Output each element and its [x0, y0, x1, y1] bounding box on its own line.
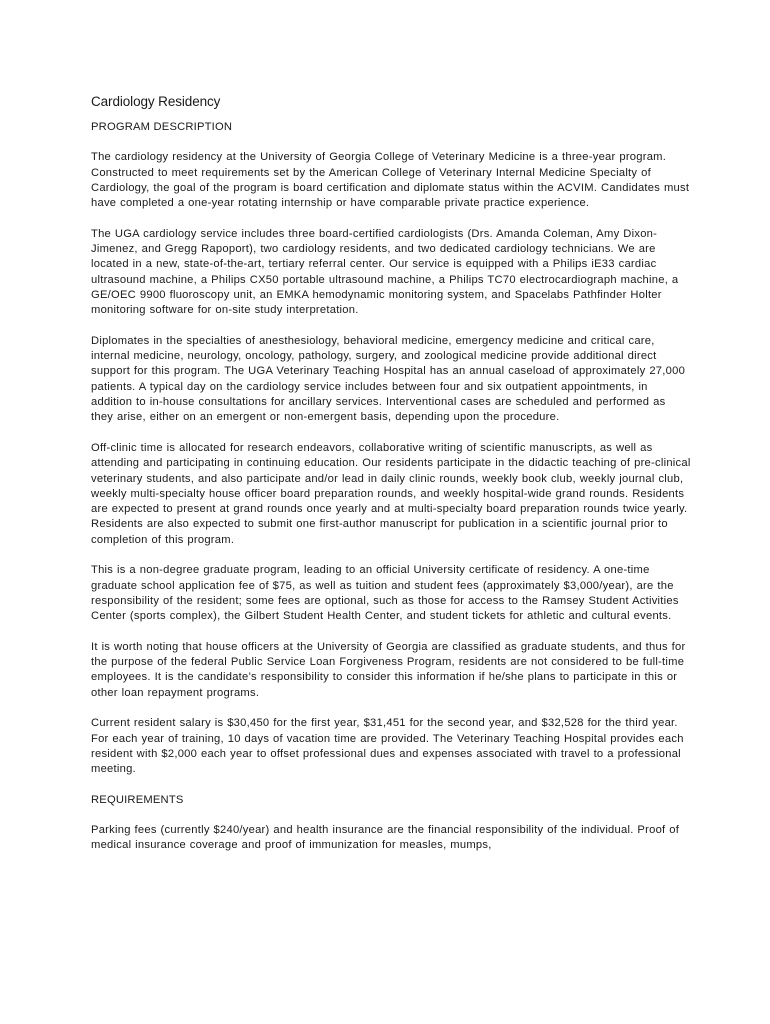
paragraph-off-clinic-time: Off-clinic time is allocated for research endeavors, collaborative writing of scientific manuscripts, as well as attending and participating in continuing education. Our residents participate in the didactic teaching of pre-clinical veterinary students, and also participate and/or lead in daily clinic rounds, weekly book club, weekly journal club, weekly multi-specialty house officer board preparation rounds, and weekly hospital-wide grand rounds. Residents are expected to present at grand rounds once yearly and at multi-specialty board preparation rounds twice yearly. Residents are also expected to submit one first-author manuscript for publication in a scientific journal prior to completion of this program.	[91, 441, 691, 546]
section-heading-program-description: PROGRAM DESCRIPTION	[91, 121, 233, 133]
paragraph-program-overview: The cardiology residency at the University of Georgia College of Veterinary Medicine is a three-year program. Constructed to meet requirements set by the American College of Veterinary Internal Medicine Specialty of Cardiology, the goal of the program is board certification and diplomate status within the ACVIM. Candidates must have completed a one-year rotating internship or have comparable private practice experience.	[91, 151, 690, 210]
document-content	[91, 93, 691, 869]
paragraph-cardiology-service: The UGA cardiology service includes three board-certified cardiologists (Drs. Amanda Coleman, Amy Dixon-Jimenez, and Gregg Rapoport), two cardiology residents, and two dedicated cardiology technicians. We are located in a new, state-of-the-art, tertiary referral center. Our service is equipped with a Philips iE33 cardiac ultrasound machine, a Philips CX50 portable ultrasound machine, a Philips TC70 electrocardiograph machine, a GE/OEC 9900 fluoroscopy unit, an EMKA hemodynamic monitoring system, and Spacelabs Pathfinder Holter monitoring software for on-site study interpretation.	[91, 227, 679, 317]
paragraph-fees: This is a non-degree graduate program, leading to an official University certificate of residency. A one-time graduate school application fee of $75, as well as tuition and student fees (approximately $3,000/year), are the responsibility of the resident; some fees are optional, such as those for access to the Ramsey Student Activities Center (sports complex), the Gilbert Student Health Center, and student tickets for athletic and cultural events.	[91, 564, 679, 623]
paragraph-salary: Current resident salary is $30,450 for the first year, $31,451 for the second year, and $32,528 for the third year. For each year of training, 10 days of vacation time are provided. The Veterinary Teaching Hospital provides each resident with $2,000 each year to offset professional dues and expenses associated with travel to a professional meeting.	[91, 717, 684, 776]
paragraph-parking-insurance: Parking fees (currently $240/year) and health insurance are the financial responsibility of the individual. Proof of medical insurance coverage and proof of immunization for measles, mumps,	[91, 824, 680, 852]
document-title: Cardiology Residency	[91, 94, 221, 109]
paragraph-diplomates-support: Diplomates in the specialties of anesthesiology, behavioral medicine, emergency medicine and critical care, internal medicine, neurology, oncology, pathology, surgery, and zoological medicine provide additional direct support for this program. The UGA Veterinary Teaching Hospital has an annual caseload of approximately 27,000 patients. A typical day on the cardiology service includes between four and six outpatient appointments, in addition to in-house consultations for ancillary services. Interventional cases are scheduled and performed as they arise, either on an emergent or non-emergent basis, depending upon the procedure.	[91, 334, 686, 424]
paragraph-loan-forgiveness: It is worth noting that house officers at the University of Georgia are classified as graduate students, and thus for the purpose of the federal Public Service Loan Forgiveness Program, residents are not considered to be full-time employees. It is the candidate’s responsibility to consider this information if he/she plans to participate in this or other loan repayment programs.	[91, 640, 686, 699]
section-heading-requirements: REQUIREMENTS	[91, 793, 184, 806]
